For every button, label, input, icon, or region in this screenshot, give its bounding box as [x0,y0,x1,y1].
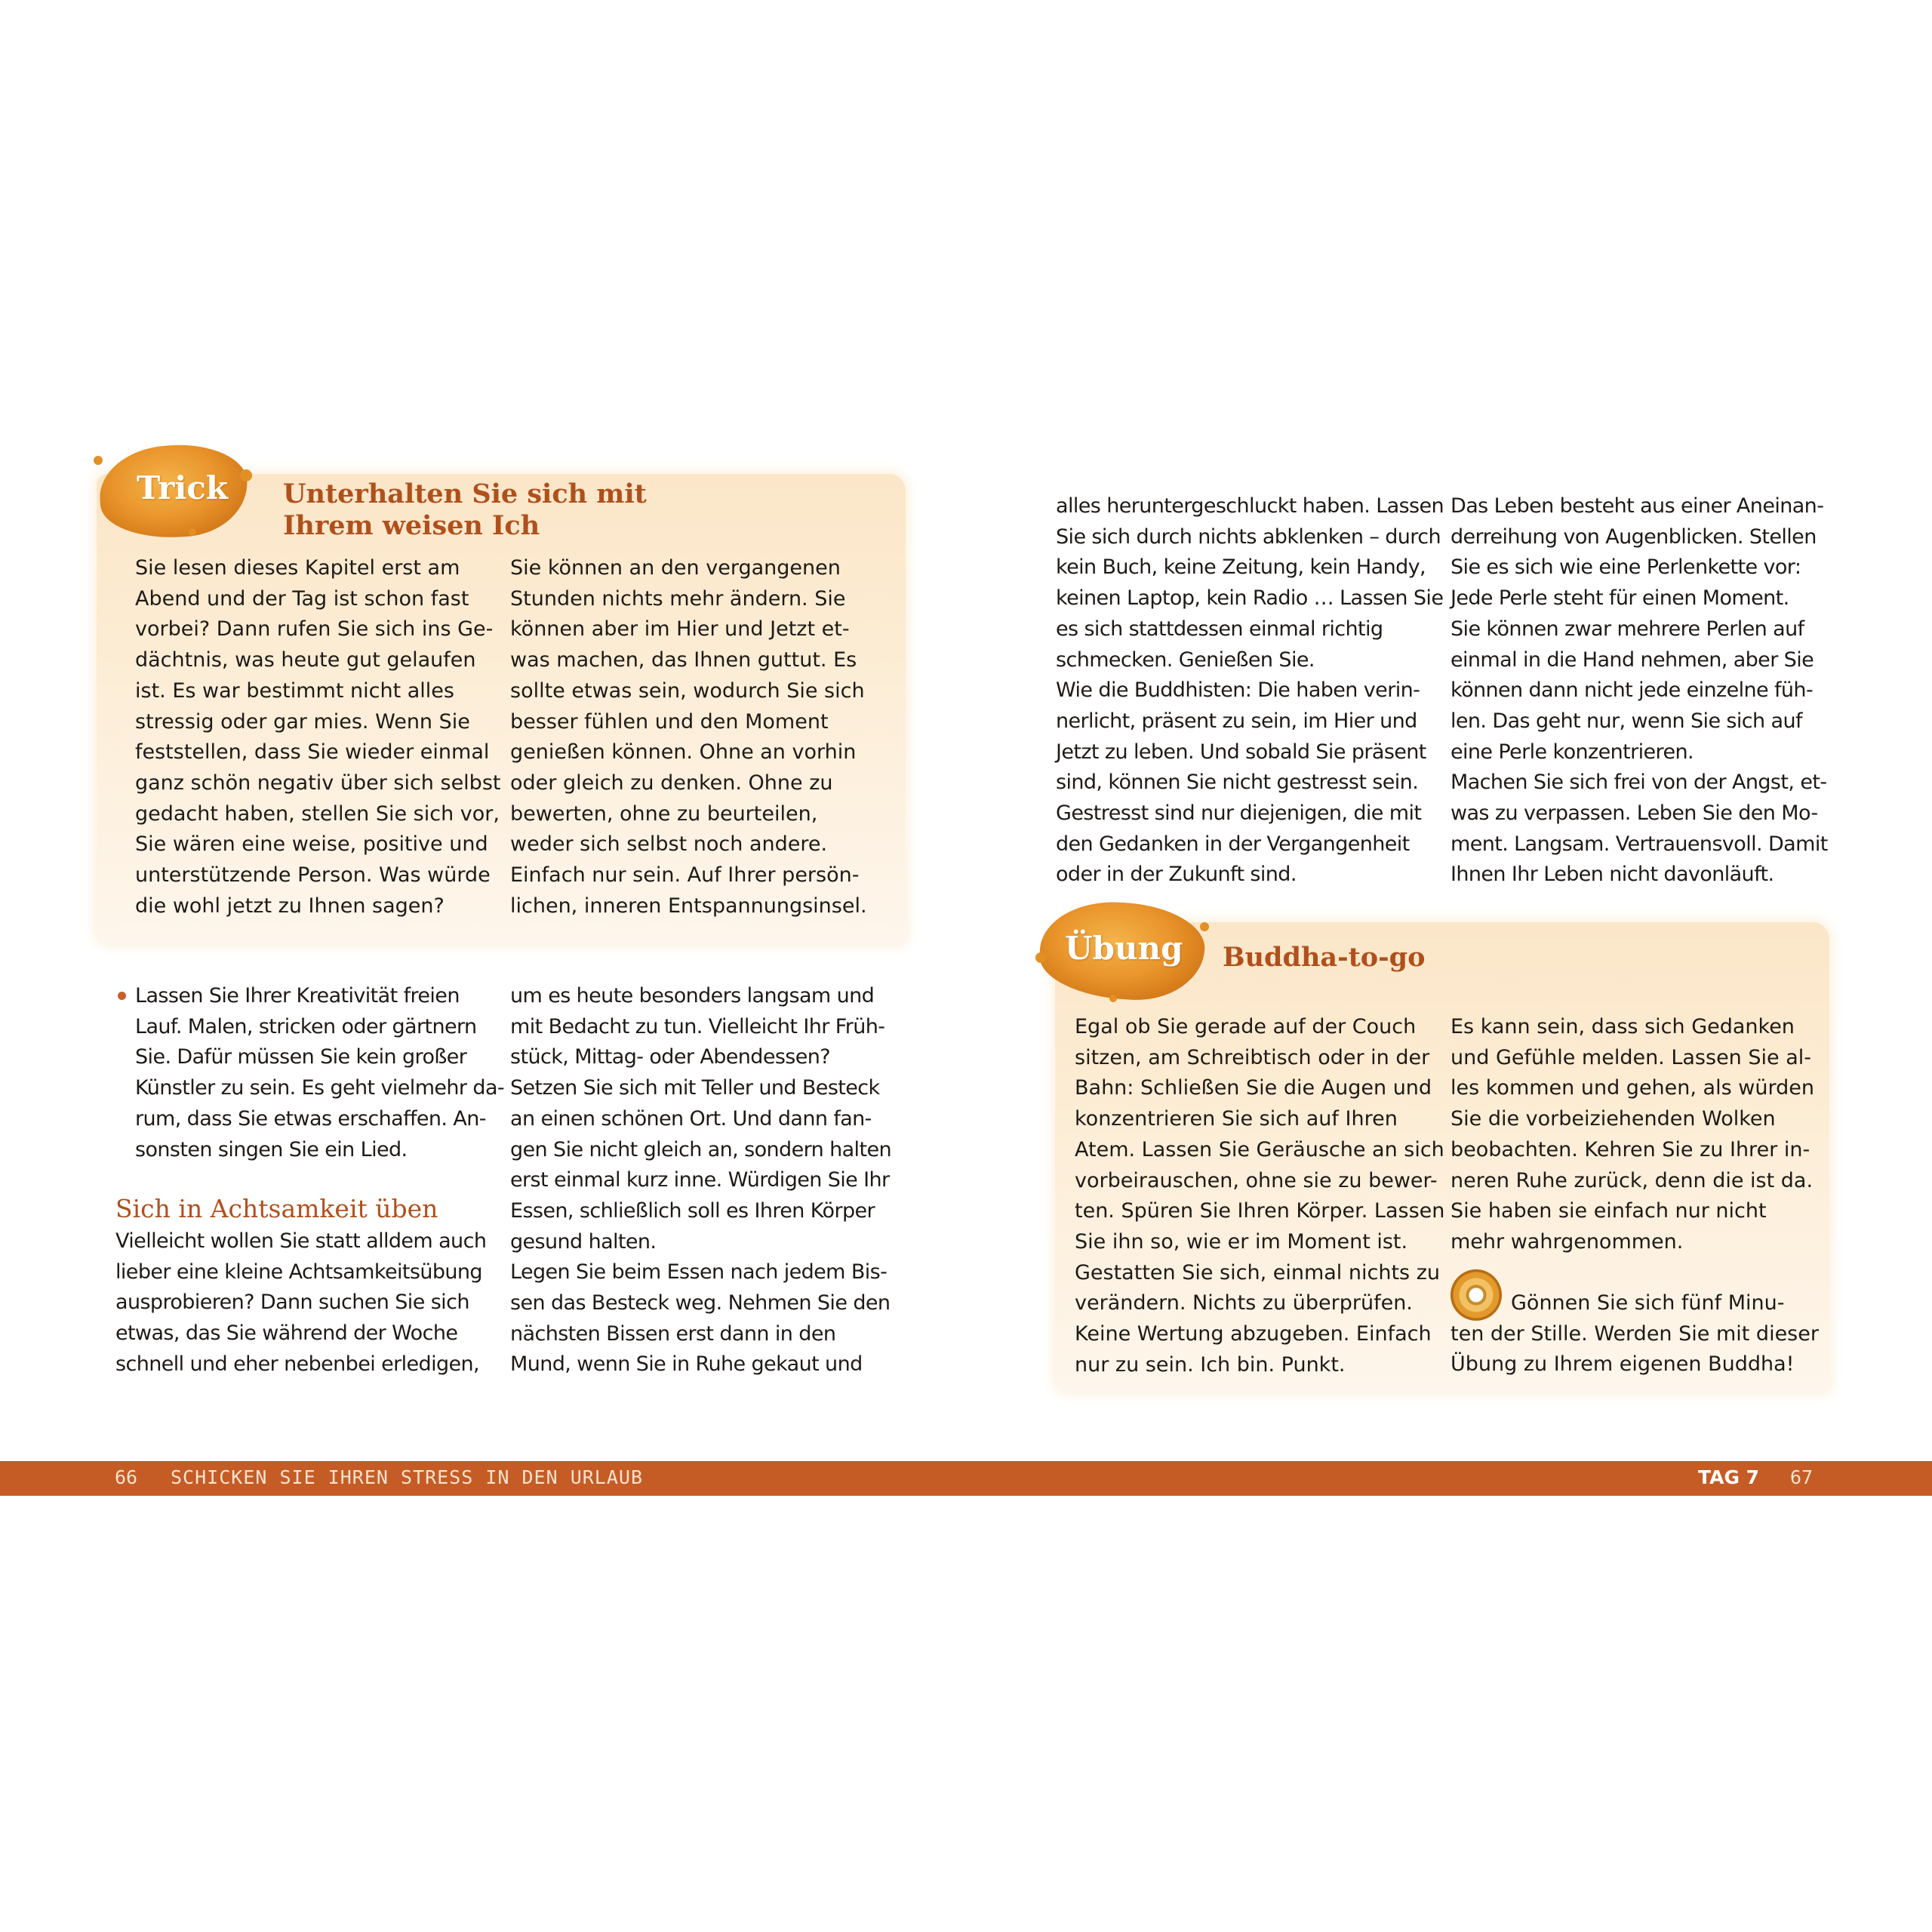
bullet-dot [118,992,126,1000]
footer-bar [0,1461,1932,1496]
trick-title: Unterhalten Sie sich mit Ihrem weisen Ich [283,478,647,541]
uebung-badge-label: Übung [1065,930,1183,967]
bullet-list-item: Lassen Sie Ihrer Kreativität freien Lauf. Malen, stricken oder gärtnern Sie. Dafür müssen Sie kein großer Künstler zu sein. Es geht vielmehr da- rum, dass Sie etwas erschaffen. An- sonsten singen Sie ein Lied. [135,984,505,1161]
cd-note: Gönnen Sie sich fünf Minu- ten der Stille. Werden Sie mit dieser Übung zu Ihrem eigenen Buddha! [1451,1291,1819,1377]
section-heading: Sich in Achtsamkeit üben [115,1194,438,1223]
right-page-column-1: alles heruntergeschluckt haben. Lassen Sie sich durch nichts abklenken – durch kein Buch, keine Zeitung, kein Handy, keinen Laptop, kein Radio … Lassen Sie es sich stattdessen einmal richtig schmecken. Genießen Sie. Wie die Buddhisten: Die haben verin- nerlicht, präsent zu sein, im Hier und Jetzt zu leben. Und sobald Sie präsent sind, können Sie nicht gestresst sein. Gestresst sind nur diejenigen, die mit den Gedanken in der Vergangenheit oder in der Zukunft sind. [1056,494,1444,887]
right-page-column-2: Das Leben besteht aus einer Aneinan- derreihung von Augenblicken. Stellen Sie es sich wie eine Perlenkette vor: Jede Perle steht für einen Moment. Sie können zwar mehrere Perlen auf einmal in die Hand nehmen, aber Sie können dann nicht jede einzelne füh- len. Das geht nur, wenn Sie sich auf eine Perle konzentrieren. Machen Sie sich frei von der Angst, et- was zu verpassen. Leben Sie den Mo- ment. Langsam. Vertrauensvoll. Damit Ihnen Ihr Leben nicht davonläuft. [1451,494,1828,887]
running-title: SCHICKEN SIE IHREN STRESS IN DEN URLAUB [171,1466,643,1488]
section-paragraph: Vielleicht wollen Sie statt alldem auch lieber eine kleine Achtsamkeitsübung ausprobieren? Dann suchen Sie sich etwas, das Sie während der Woche schnell und eher nebenbei erledigen, [115,1229,487,1376]
trick-badge-label: Trick [137,469,228,506]
left-page-column-2: um es heute besonders langsam und mit Bedacht zu tun. Vielleicht Ihr Früh- stück, Mittag- oder Abendessen? Setzen Sie sich mit Teller und Besteck an einen schönen Ort. Und dann fan- gen Sie nicht gleich an, sondern halten erst einmal kurz inne. Würdigen Sie Ihr Essen, schließlich soll es Ihren Körper gesund halten. Legen Sie beim Essen nach jedem Bis- sen das Besteck weg. Nehmen Sie den nächsten Bissen erst dann in den Mund, wenn Sie in Ruhe gekaut und [510,984,891,1377]
page-number-left: 66 [115,1466,138,1488]
chapter-tag: TAG 7 [1698,1466,1760,1488]
uebung-title: Buddha-to-go [1223,942,1426,973]
trick-column-2: Sie können an den vergangenen Stunden nichts mehr ändern. Sie können aber im Hier und Jetzt et- was machen, das Ihnen guttut. Es sollte etwas sein, wodurch Sie sich besser fühlen und den Moment genießen können. Ohne an vorhin oder gleich zu denken. Ohne zu bewerten, ohne zu beurteilen, weder sich selbst noch andere. Einfach nur sein. Auf Ihrer persön- lichen, inneren Entspannungsinsel. [510,556,867,918]
uebung-column-2: Es kann sein, dass sich Gedanken und Gefühle melden. Lassen Sie al- les kommen und gehen, als würden Sie die vorbeiziehenden Wolken beobachten. Kehren Sie zu Ihrer in- neren Ruhe zurück, denn die ist da. Sie haben sie einfach nur nicht mehr wahrgenommen. [1451,1015,1814,1254]
trick-column-1: Sie lesen dieses Kapitel erst am Abend und der Tag ist schon fast vorbei? Dann rufen Sie sich ins Ge- dächtnis, was heute gut gelaufen ist. Es war bestimmt nicht alles stressig oder gar mies. Wenn Sie feststellen, dass Sie wieder einmal ganz schön negativ über sich selbst gedacht haben, stellen Sie sich vor, Sie wären eine weise, positive und unterstützende Person. Was würde die wohl jetzt zu Ihnen sagen? [135,556,501,918]
uebung-column-1: Egal ob Sie gerade auf der Couch sitzen, am Schreibtisch oder in der Bahn: Schließen Sie die Augen und konzentrieren Sie sich auf Ihren Atem. Lassen Sie Geräusche an sich vorbeirauschen, ohne sie zu bewer- ten. Spüren Sie Ihren Körper. Lassen Sie ihn so, wie er im Moment ist. Gestatten Sie sich, einmal nichts zu verändern. Nichts zu überprüfen. Keine Wertung abzugeben. Einfach nur zu sein. Ich bin. Punkt. [1075,1015,1445,1377]
page-number-right: 67 [1790,1466,1814,1488]
